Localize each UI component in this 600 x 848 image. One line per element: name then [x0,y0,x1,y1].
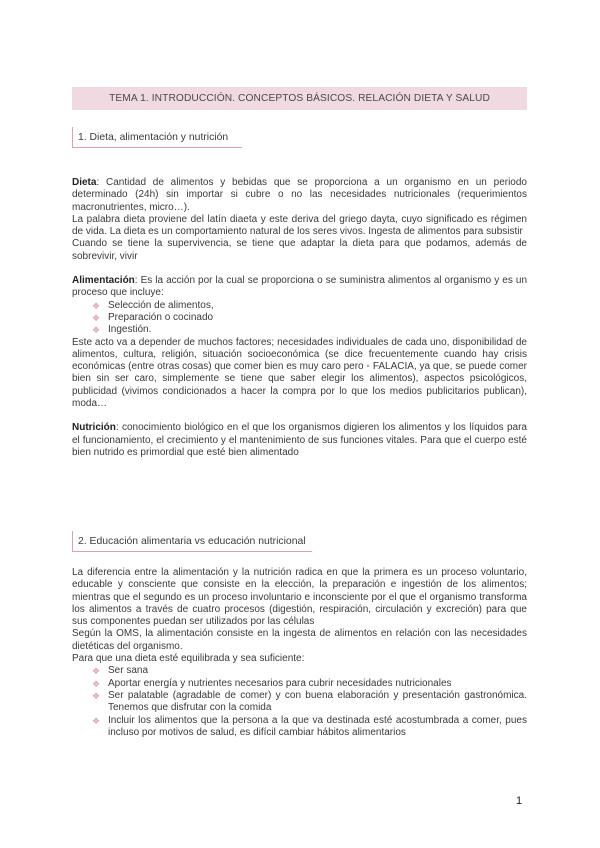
diamond-bullet-icon: ❖ [92,678,101,689]
nutricion-paragraph [72,422,527,459]
oms-paragraph: Según la OMS, la alimentación consiste en la ingesta de alimentos en relación con las necesidades dietéticas del organismo. [72,628,527,652]
list-item: ❖ Ser palatable (agradable de comer) y con buena elaboración y presentación gastronómica. Tenemos que disfrutar con la comida [92,689,527,714]
diet-requirements-list [72,665,527,739]
document-title: TEMA 1. INTRODUCCIÓN. CONCEPTOS BÁSICOS. RELACIÓN DIETA Y SALUD [72,87,527,110]
list-item: ❖ Ser sana [92,665,149,677]
nutricion-term: Nutrición [72,422,116,434]
diamond-bullet-icon: ❖ [92,325,101,336]
list-item: ❖ Preparación o cocinado [92,311,214,323]
nutricion-definition: : conocimiento biológico en el que los organismos digieren los alimentos y los líquidos para el funcionamiento, el crecimiento y el mantenimiento de sus funciones vitales. Para que el cuerpo esté bien nutrido es primordial que esté bien alimentado [72,422,527,458]
list-item: ❖ Incluir los alimentos que la persona a la que va destinada esté acostumbrada a comer, pues incluso por motivos de salud, es difícil cambiar hábitos alimentarios [92,714,527,738]
list-item: ❖ Selección de alimentos, [92,299,214,311]
dieta-definition: : Cantidad de alimentos y bebidas que se proporciona a un organismo en un periodo determinado (24h) sin importar si cubre o no las necesidades nutricionales (requerimientos macronutrientes, micro…). [72,177,527,213]
list-item: ❖ Aportar energía y nutrientes necesarios para cubrir necesidades nutricionales [92,677,452,689]
diamond-bullet-icon: ❖ [92,690,101,701]
section-2-body [72,567,527,739]
dieta-origin-paragraph: La palabra dieta proviene del latín diaeta y este deriva del griego dayta, cuyo significado es régimen de vida. La dieta es un comportamiento natural de los seres vivos. Ingesta de alimentos para subsistir [72,213,527,238]
difference-paragraph: La diferencia entre la alimentación y la nutrición radica en que la primera es un proceso voluntario, educable y consciente que consiste en la elección, la preparación e ingestión de los alimentos; mientras que el segundo es un proceso involuntario e inconsciente por el que el organismo transforma los alimentos a través de cuatro procesos (digestión, respiración, circulación y excreción) para que sus componentes puedan ser utilizados por las células [72,567,527,628]
diamond-bullet-icon: ❖ [92,666,101,677]
list-item: ❖ Ingestión. [92,324,152,336]
equilibrium-paragraph: Para que una dieta esté equilibrada y sea suficiente: [72,653,305,665]
alimentacion-list [72,300,527,337]
dieta-term: Dieta [72,177,97,188]
alimentacion-definition: : Es la acción por la cual se proporciona o se suministra alimentos al organismo y es un proceso que incluye: [72,275,527,299]
section-2-heading: 2. Educación alimentaria vs educación nutricional [72,531,312,552]
alimentacion-factors-paragraph: Este acto va a depender de muchos factores; necesidades individuales de cada uno, disponibilidad de alimentos, cultura, religión, situación socioeconómica (se dice frecuentemente cuando hay crisis económicas (entre otras cosas) que comer bien es muy caro pero ◦ FALACIA, ya que, se puede comer bien sin ser caro, simplemente se tiene que saber elegir los alimentos), aspectos psicológicos, publicidad (vivimos condicionados a hacer la compra por lo que los medios publicitarios publican), moda… [72,336,527,410]
dieta-paragraph [72,177,527,214]
diamond-bullet-icon: ❖ [92,715,101,726]
section-1-body [72,177,527,459]
alimentacion-paragraph [72,275,527,300]
section-1-heading: 1. Dieta, alimentación y nutrición [72,127,242,148]
diamond-bullet-icon: ❖ [92,312,101,323]
dieta-survival-paragraph: Cuando se tiene la supervivencia, se tiene que adaptar la dieta para que podamos, además de sobrevivir, vivir [72,238,527,262]
page-number: 1 [516,795,523,807]
alimentacion-term: Alimentación [72,275,135,287]
diamond-bullet-icon: ❖ [92,300,101,311]
